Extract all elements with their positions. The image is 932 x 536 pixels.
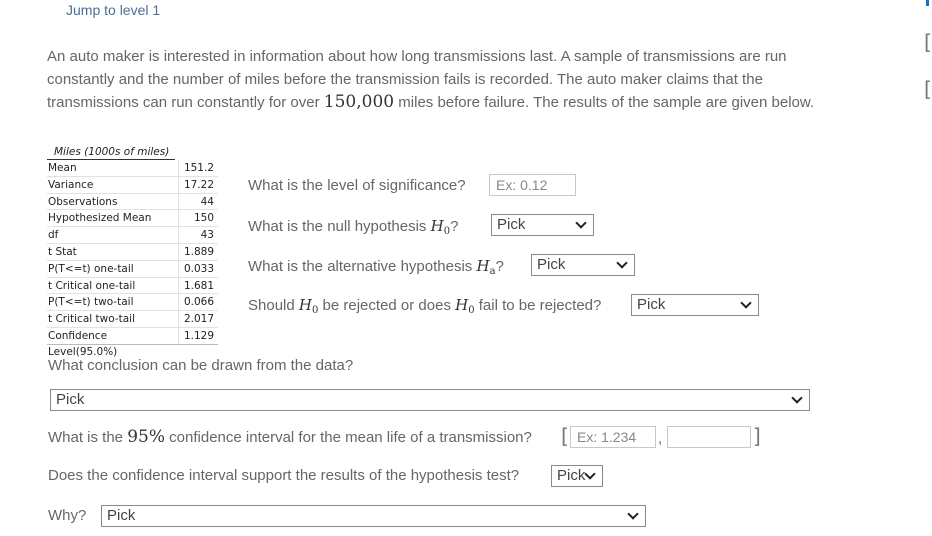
select-value: Pick xyxy=(107,507,136,524)
problem-statement xyxy=(47,46,867,115)
h-letter: H xyxy=(476,257,490,275)
problem-text-line: constantly and the number of miles before the transmission fails is recorded. The auto maker claims that the xyxy=(47,70,763,88)
stat-label: Variance xyxy=(48,178,94,191)
question-label: Should xyxy=(248,297,295,314)
chevron-down-icon xyxy=(616,257,627,268)
confidence-interval-question xyxy=(48,427,532,447)
claim-value: 150,000 xyxy=(323,92,395,112)
table-row xyxy=(47,244,218,261)
question-label: What is the alternative hypothesis xyxy=(248,258,473,275)
stat-value: 17.22 xyxy=(178,177,218,193)
select-value: Pick xyxy=(497,216,526,233)
h-letter: H xyxy=(430,217,444,235)
table-row xyxy=(47,210,218,227)
alternative-hypothesis-question xyxy=(248,257,504,275)
significance-question: What is the level of significance? xyxy=(248,177,466,194)
question-label: fail to be rejected? xyxy=(478,297,602,314)
edge-indicator xyxy=(926,0,929,6)
select-value: Pick xyxy=(537,256,566,273)
stat-label: Observations xyxy=(48,195,118,208)
stat-value: 151.2 xyxy=(178,160,218,176)
question-mark: ? xyxy=(450,218,459,235)
stats-table-header: Miles (1000s of miles) xyxy=(47,144,175,160)
stat-value: 43 xyxy=(178,227,218,243)
interval-open-bracket: [ xyxy=(561,424,569,448)
chevron-down-icon xyxy=(740,297,751,308)
question-label: be rejected or does xyxy=(322,297,451,314)
table-row xyxy=(47,311,218,328)
problem-text-line: An auto maker is interested in information about how long transmissions last. A sample of transmissions are run xyxy=(47,48,787,65)
table-row xyxy=(47,227,218,244)
stat-value: 0.066 xyxy=(178,294,218,310)
jump-to-level-link[interactable]: Jump to level 1 xyxy=(66,2,161,18)
table-row xyxy=(47,261,218,278)
side-bracket: [ xyxy=(924,30,932,54)
side-bracket: [ xyxy=(924,77,932,101)
confidence-percent: 95% xyxy=(127,427,165,447)
select-value: Pick xyxy=(637,296,666,313)
why-select[interactable] xyxy=(101,505,646,527)
stat-label: t Stat xyxy=(48,245,77,258)
chevron-down-icon xyxy=(627,508,638,519)
problem-text-line: transmissions can run constantly for over xyxy=(47,94,320,111)
table-row xyxy=(47,194,218,211)
h-letter: H xyxy=(455,296,469,314)
stat-label: t Critical one-tail xyxy=(48,279,136,292)
h-symbol xyxy=(431,217,450,235)
question-label: What is the null hypothesis xyxy=(248,218,427,235)
chevron-down-icon xyxy=(791,392,802,403)
table-row xyxy=(47,160,218,177)
h-symbol xyxy=(455,296,474,314)
significance-input[interactable]: Ex: 0.12 xyxy=(489,174,576,196)
stat-label: P(T<=t) two-tail xyxy=(48,296,134,309)
stat-label: P(T<=t) one-tail xyxy=(48,262,134,275)
stat-label: t Critical two-tail xyxy=(48,313,136,326)
ci-lower-input[interactable]: Ex: 1.234 xyxy=(570,426,656,448)
h-subscript: 0 xyxy=(443,226,451,237)
table-row xyxy=(47,328,218,358)
table-row xyxy=(47,278,218,295)
stat-label: Confidence Level(95.0%) xyxy=(48,329,118,358)
support-question: Does the confidence interval support the results of the hypothesis test? xyxy=(48,467,520,484)
h-subscript: 0 xyxy=(311,305,319,316)
h-symbol xyxy=(476,257,495,275)
reject-select[interactable] xyxy=(631,294,759,316)
conclusion-question: What conclusion can be drawn from the data? xyxy=(48,357,354,374)
ci-upper-input[interactable] xyxy=(667,426,751,448)
select-value: Pick xyxy=(557,467,586,484)
support-select[interactable] xyxy=(551,465,603,487)
reject-question xyxy=(248,296,601,314)
null-hypothesis-select[interactable] xyxy=(491,214,594,236)
conclusion-select[interactable] xyxy=(50,389,810,411)
stat-value: 1.681 xyxy=(178,278,218,294)
stat-label: Mean xyxy=(48,162,77,174)
h-subscript: 0 xyxy=(468,305,475,316)
question-label: What is the xyxy=(48,429,124,446)
question-label: confidence interval for the mean life of a transmission? xyxy=(169,429,532,446)
h-letter: H xyxy=(298,296,312,314)
table-row xyxy=(47,177,218,194)
stat-value: 1.889 xyxy=(178,244,218,260)
stat-value: 2.017 xyxy=(178,311,218,327)
alternative-hypothesis-select[interactable] xyxy=(531,254,635,276)
stat-label: df xyxy=(48,229,59,242)
why-label: Why? xyxy=(48,507,87,524)
stat-label: Hypothesized Mean xyxy=(48,212,152,225)
null-hypothesis-question xyxy=(248,217,458,235)
problem-text-line: miles before failure. The results of the sample are given below. xyxy=(398,94,815,111)
table-row xyxy=(47,294,218,311)
chevron-down-icon xyxy=(575,217,586,228)
question-mark: ? xyxy=(495,258,504,275)
h-symbol xyxy=(299,296,318,314)
interval-comma: , xyxy=(658,430,663,447)
interval-close-bracket: ] xyxy=(753,424,761,448)
select-value: Pick xyxy=(56,391,85,408)
stat-value: 0.033 xyxy=(178,261,218,277)
stats-table xyxy=(47,144,218,358)
stat-value: 150 xyxy=(178,210,218,226)
stat-value: 1.129 xyxy=(178,328,218,344)
h-subscript: a xyxy=(489,266,496,277)
chevron-down-icon xyxy=(584,468,595,479)
stats-table-body xyxy=(47,160,218,358)
stat-value: 44 xyxy=(178,194,218,210)
